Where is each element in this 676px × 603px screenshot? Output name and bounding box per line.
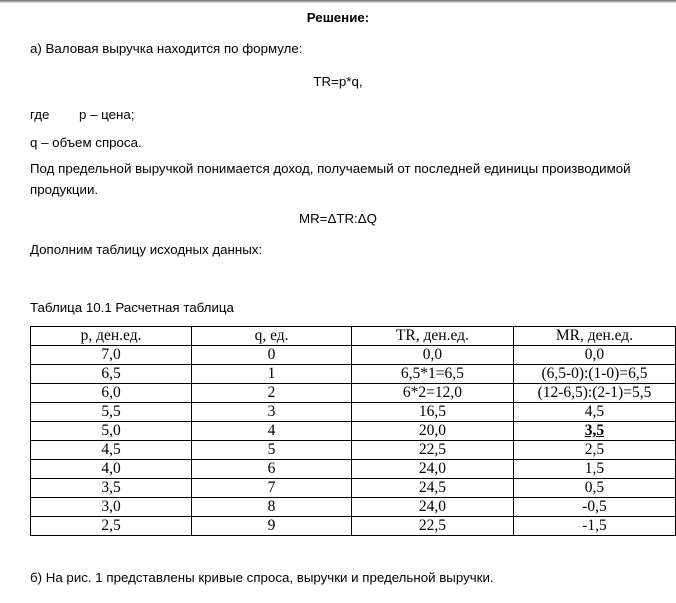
cell-tr: 16,5: [351, 403, 513, 422]
calculation-table: [30, 326, 676, 536]
cell-quantity: 7: [192, 479, 352, 498]
cell-price: 6,5: [31, 365, 192, 384]
table-header-row: [31, 327, 676, 346]
cell-price: 2,5: [31, 517, 192, 536]
cell-quantity: 9: [192, 517, 352, 536]
table-row: [31, 479, 676, 498]
cell-price: 5,5: [31, 403, 192, 422]
cell-tr: 22,5: [351, 517, 513, 536]
table-row: [31, 365, 676, 384]
where-label: где: [30, 107, 50, 122]
table-row: [31, 403, 676, 422]
cell-mr-highlighted: 3,5: [513, 422, 675, 441]
cell-tr: 6,5*1=6,5: [351, 365, 513, 384]
table-row: [31, 384, 676, 403]
cell-price: 4,0: [31, 460, 192, 479]
cell-quantity: 3: [192, 403, 352, 422]
cell-price: 4,5: [31, 441, 192, 460]
mr-definition-paragraph: Под предельной выручкой понимается доход, получаемый от последней единицы производимой продукции.: [30, 161, 631, 197]
cell-quantity: 4: [192, 422, 352, 441]
cell-mr: 2,5: [513, 441, 675, 460]
header-quantity: q, ед.: [192, 327, 352, 346]
page-top-border: [0, 0, 676, 3]
cell-quantity: 8: [192, 498, 352, 517]
cell-quantity: 0: [192, 346, 352, 365]
cell-tr: 22,5: [351, 441, 513, 460]
cell-mr: -1,5: [513, 517, 675, 536]
table-row: [31, 422, 676, 441]
solution-heading: Решение:: [306, 10, 370, 25]
formula-mr: MR=ΔTR:ΔQ: [299, 211, 377, 226]
cell-price: 3,0: [31, 498, 192, 517]
cell-tr: 24,5: [351, 479, 513, 498]
cell-mr: (6,5-0):(1-0)=6,5: [513, 365, 675, 384]
table-row: [31, 517, 676, 536]
cell-quantity: 6: [192, 460, 352, 479]
cell-mr: (12-6,5):(2-1)=5,5: [513, 384, 675, 403]
header-marginal-revenue: MR, ден.ед.: [513, 327, 675, 346]
cell-quantity: 1: [192, 365, 352, 384]
cell-price: 3,5: [31, 479, 192, 498]
cell-tr: 6*2=12,0: [351, 384, 513, 403]
cell-tr: 0,0: [351, 346, 513, 365]
cell-tr: 20,0: [351, 422, 513, 441]
cell-mr: 0,5: [513, 479, 675, 498]
cell-price: 7,0: [31, 346, 192, 365]
cell-quantity: 2: [192, 384, 352, 403]
where-p-definition: р – цена;: [79, 107, 135, 122]
cell-mr: -0,5: [513, 498, 675, 517]
cell-price: 6,0: [31, 384, 192, 403]
where-q-definition: q – объем спроса.: [30, 135, 142, 150]
header-price: p, ден.ед.: [31, 327, 192, 346]
cell-mr: 1,5: [513, 460, 675, 479]
cell-mr: 0,0: [513, 346, 675, 365]
cell-mr: 4,5: [513, 403, 675, 422]
table-intro: Дополним таблицу исходных данных:: [30, 242, 263, 257]
header-total-revenue: TR, ден.ед.: [351, 327, 513, 346]
table-row: [31, 498, 676, 517]
part-b-text: б) На рис. 1 представлены кривые спроса, выручки и предельной выручки.: [30, 570, 494, 585]
table-row: [31, 460, 676, 479]
cell-quantity: 5: [192, 441, 352, 460]
formula-tr: TR=p*q,: [313, 74, 363, 89]
table-caption: Таблица 10.1 Расчетная таблица: [30, 300, 234, 315]
part-a-intro: а) Валовая выручка находится по формуле:: [30, 41, 303, 56]
cell-price: 5,0: [31, 422, 192, 441]
table-row: [31, 441, 676, 460]
table-row: [31, 346, 676, 365]
cell-tr: 24,0: [351, 460, 513, 479]
cell-tr: 24,0: [351, 498, 513, 517]
